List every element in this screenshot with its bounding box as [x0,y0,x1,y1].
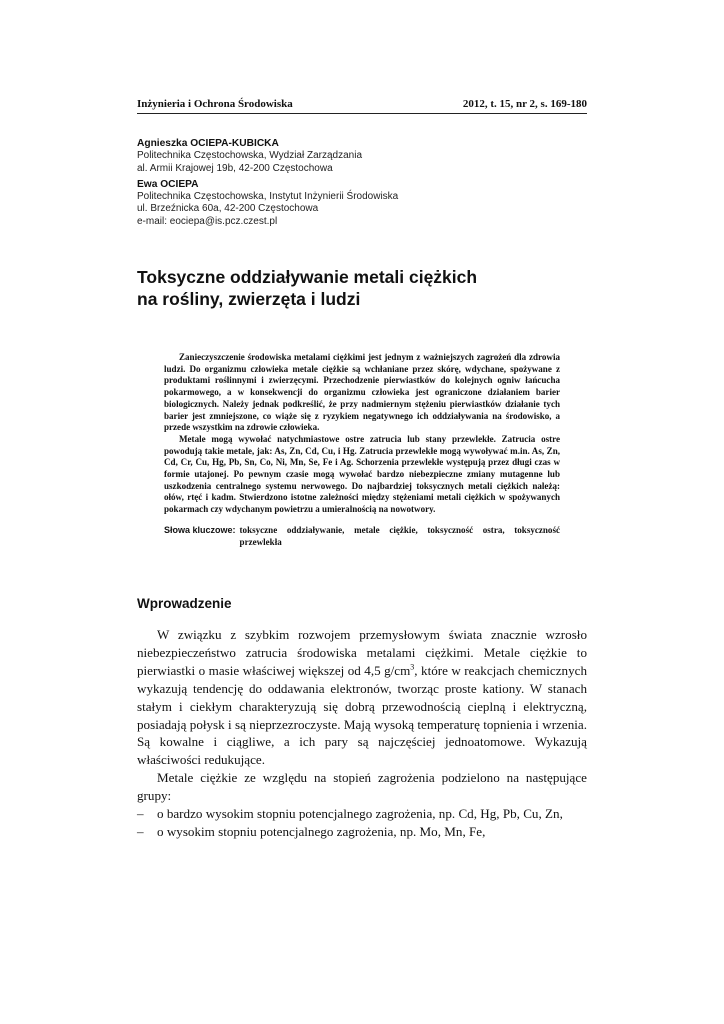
dash-bullet: – [137,823,144,839]
affiliation-line: Politechnika Częstochowska, Instytut Inżynierii Środowiska [137,191,399,203]
list-item [137,823,587,841]
body-paragraph-1 [137,626,587,769]
keywords-text: toksyczne oddziaływanie, metale ciężkie, toksyczność ostra, toksyczność przewlekła [239,525,560,547]
keywords [164,525,560,548]
section-heading: Wprowadzenie [137,596,232,611]
address-line: ul. Brzeźnicka 60a, 42-200 Częstochowa [137,203,319,215]
email-line: e-mail: eociepa@is.pcz.czest.pl [137,215,278,227]
abstract-paragraph-1: Zanieczyszczenie środowiska metalami ciężkimi jest jednym z ważniejszych zagrożeń dla zdrowia ludzi. Do organizmu człowieka metale ciężkie są wchłaniane przez skórę, wdychane, spożywane z produktami roślinnymi i zwierzęcymi. Przechodzenie pierwiastków do kolejnych ogniw łańcucha pokarmowego, a w konsekwencji do organizmu człowieka jest ograniczone działaniem barier biologicznych. Należy jednak podkreślić, że przy nadmiernym stężeniu pierwiastków działanie tych barier jest zmniejszone, co wiąże się z ryzykiem negatywnego ich oddziaływania na środowisko, a przede wszystkim na zdrowie człowieka. [164,352,560,433]
title-line-2: na rośliny, zwierzęta i ludzi [137,289,361,309]
author-name: Agnieszka OCIEPA-KUBICKA [137,138,279,149]
address-line: al. Armii Krajowej 19b, 42-200 Częstochowa [137,162,333,174]
title-line-1: Toksyczne oddziaływanie metali ciężkich [137,267,478,287]
paper-title [137,266,587,310]
list-item-text: o bardzo wysokim stopniu potencjalnego zagrożenia, np. Cd, Hg, Pb, Cu, Zn, [157,806,563,822]
section-body [137,626,587,841]
header-divider [137,113,587,114]
issue-info: 2012, t. 15, nr 2, s. 169-180 [462,98,587,110]
author-2 [137,179,587,228]
journal-name: Inżynieria i Ochrona Środowiska [137,98,293,110]
abstract-paragraph-2: Metale mogą wywołać natychmiastowe ostre zatrucia lub stany przewlekłe. Zatrucia ostre powodują takie metale, jak: As, Zn, Cd, Cu, i Hg. Zatrucia przewlekłe mogą wywoływać m.in. As, Zn, Cd, Cr, Cu, Hg, Pb, Sn, Co, Ni, Mn, Se, Fe i Ag. Schorzenia przewlekłe występują przez długi czas w formie utajonej. Po pewnym czasie mogą wywołać bardzo niebezpieczne zmiany mutagenne lub uszkodzenia centralnego systemu nerwowego. Do najbardziej toksycznych metali ciężkich należą: ołów, rtęć i kadm. Stwierdzono istotne zależności między stężeniami metali ciężkich w spożywanych pokarmach czy wdychanym powietrzu a umieralnością na nowotwory. [164,433,560,515]
body-paragraph-1-continuation: , które w reakcjach chemicznych wykazują tendencję do oddawania elektronów, tworząc proste kationy. W stanach stałym i ciekłym charakteryzują się dobrą przewodnością cieplną i elektryczną, posiadają połysk i są nieprzezroczyste. Mają wysoką temperaturę topnienia i wrzenia. Są kowalne i ciągliwe, a ich pary są najczęściej jednoatomowe. Wykazują właściwości redukujące. [137,662,587,768]
hazard-list [137,805,587,841]
body-paragraph-1-text: W związku z szybkim rozwojem przemysłowym świata znacznie wzrosło niebezpieczeństwo zatrucia środowiska metalami ciężkimi. Metale ciężkie to pierwiastki o masie właściwej większej od 4,5 g/cm [137,627,587,678]
author-list [137,138,587,232]
author-name: Ewa OCIEPA [137,178,199,190]
list-item-text: o wysokim stopniu potencjalnego zagrożenia, np. Mo, Mn, Fe, [157,823,486,839]
affiliation-line: Politechnika Częstochowska, Wydział Zarządzania [137,150,363,162]
dash-bullet: – [137,806,144,822]
keywords-label: Słowa kluczowe: [164,525,236,535]
body-paragraph-2: Metale ciężkie ze względu na stopień zagrożenia podzielono na następujące grupy: [137,770,587,804]
running-head [137,98,587,110]
author-1 [137,138,587,175]
abstract [164,352,560,516]
list-item [137,805,587,823]
superscript: 3 [410,662,415,672]
